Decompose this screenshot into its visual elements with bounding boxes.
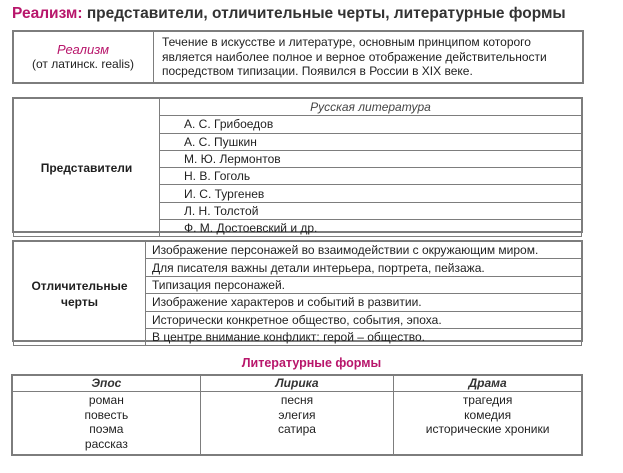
page-title-rest: представители, отличительные черты, литературные формы (82, 5, 566, 22)
form-item: трагедия (462, 393, 513, 407)
features-label-line2: черты (61, 294, 98, 309)
feature-item: Исторически конкретное общество, события, эпоха. (146, 311, 582, 328)
representative-name: Л. Н. Толстой (160, 202, 582, 219)
forms-cell-epos (13, 392, 201, 456)
form-item: роман (88, 393, 124, 407)
representative-name: Ф. М. Достоевский и др. (160, 220, 582, 237)
representative-name: Н. В. Гоголь (160, 168, 582, 185)
representative-name: А. С. Пушкин (160, 133, 582, 150)
representatives-header: Русская литература (160, 99, 582, 116)
definition-origin: (от латинск. realis) (31, 57, 135, 71)
definition-term: Реализм (56, 42, 110, 57)
forms-header-drama: Драма (394, 376, 582, 392)
feature-item: Изображение персонажей во взаимодействии с окружающим миром. (146, 242, 582, 259)
representatives-label: Представители (14, 99, 160, 237)
form-item: повесть (84, 407, 129, 422)
representative-name: М. Ю. Лермонтов (160, 150, 582, 167)
representative-name: А. С. Грибоедов (160, 116, 582, 133)
form-item: комедия (464, 407, 512, 422)
features-label-line1: Отличительные (31, 278, 128, 293)
definition-term-cell (13, 32, 154, 83)
feature-item: Для писателя важны детали интерьера, портрета, пейзажа. (146, 259, 582, 276)
form-item: исторические хроники (425, 422, 550, 437)
representative-name: И. С. Тургенев (160, 185, 582, 202)
feature-item: Изображение характеров и событий в развитии. (146, 294, 582, 311)
forms-table (12, 375, 582, 456)
forms-title: Литературные формы (241, 356, 382, 370)
form-item: песня (280, 393, 314, 407)
representatives-table (13, 98, 582, 237)
page-title-accent: Реализм: (12, 5, 83, 22)
definition-text: Течение в искусстве и литературе, основным принципом которого является наиболее полное и верное отображение действительности посредством типизации. Появился в России в XIX веке. (154, 32, 583, 83)
form-item: рассказ (84, 436, 128, 451)
definition-table (12, 31, 583, 83)
feature-item: Типизация персонажей. (146, 276, 582, 293)
forms-header-epos: Эпос (13, 376, 201, 392)
page-title (12, 5, 566, 23)
feature-item: В центре внимание конфликт: герой – общество. (146, 328, 582, 345)
form-item: сатира (278, 422, 316, 437)
forms-header-lyric: Лирика (200, 376, 393, 392)
features-table (13, 241, 582, 346)
form-item: элегия (278, 407, 316, 422)
form-item: поэма (89, 422, 124, 437)
forms-cell-drama (394, 392, 582, 456)
features-label (14, 242, 146, 346)
forms-cell-lyric (200, 392, 393, 456)
